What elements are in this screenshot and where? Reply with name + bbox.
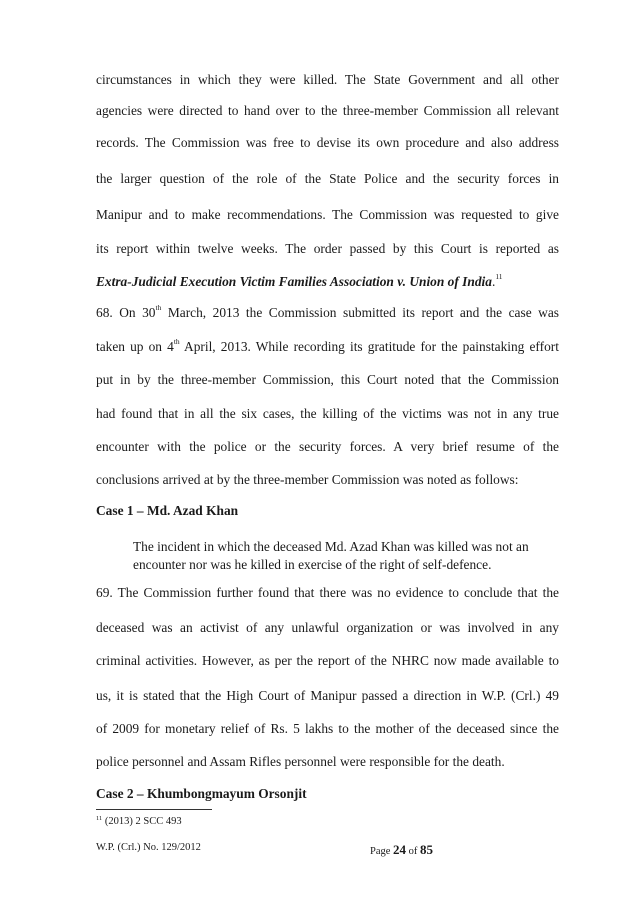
footnote-ref: 11 xyxy=(495,272,503,281)
citation-line xyxy=(96,274,559,290)
body-line: the larger question of the role of the State Police and the security forces in xyxy=(96,171,559,186)
quote-line: The incident in which the deceased Md. Azad Khan was killed was not an xyxy=(133,539,529,554)
para-68-text: taken up on 4 xyxy=(96,339,174,354)
page-current: 24 xyxy=(393,842,407,857)
body-line: deceased was an activist of any unlawful organization or was involved in any xyxy=(96,620,559,635)
body-line: put in by the three-member Commission, this Court noted that the Commission xyxy=(96,372,559,387)
body-line: criminal activities. However, as per the report of the NHRC now made available to xyxy=(96,653,559,668)
footnote xyxy=(96,816,182,827)
body-line: had found that in all the six cases, the killing of the victims was not in any true xyxy=(96,406,559,421)
footer-case-number: W.P. (Crl.) No. 129/2012 xyxy=(96,842,201,853)
body-line: police personnel and Assam Rifles personnel were responsible for the death. xyxy=(96,754,505,769)
para-68-line xyxy=(96,339,559,355)
footnote-divider xyxy=(96,809,212,810)
body-line: us, it is stated that the High Court of Manipur passed a direction in W.P. (Crl.) 49 xyxy=(96,688,559,703)
footnote-text: (2013) 2 SCC 493 xyxy=(102,816,182,827)
page-total: 85 xyxy=(420,842,434,857)
quote-line: encounter nor was he killed in exercise of the right of self-defence. xyxy=(133,557,492,572)
para-68-text: 68. On 30 xyxy=(96,305,156,320)
footnote-number: 11 xyxy=(96,815,103,822)
body-line: of 2009 for monetary relief of Rs. 5 lakhs to the mother of the deceased since the xyxy=(96,721,559,736)
para-68-text: March, 2013 the Commission submitted its report and the case was xyxy=(161,305,559,320)
para-68-text: April, 2013. While recording its gratitude for the painstaking effort xyxy=(179,339,559,354)
footer-page-number xyxy=(370,842,433,858)
case-citation-title: Extra-Judicial Execution Victim Families Association v. Union of India xyxy=(96,274,492,289)
page-label: Page xyxy=(370,846,394,857)
body-line: records. The Commission was free to devise its own procedure and also address xyxy=(96,135,559,150)
ordinal-suffix: th xyxy=(173,337,180,346)
body-line: encounter with the police or the security forces. A very brief resume of the xyxy=(96,439,559,454)
para-68-line xyxy=(96,305,559,321)
body-line: circumstances in which they were killed. The State Government and all other xyxy=(96,72,559,87)
body-line: Manipur and to make recommendations. The Commission was requested to give xyxy=(96,207,559,222)
citation-period: . xyxy=(491,274,496,289)
body-line: its report within twelve weeks. The order passed by this Court is reported as xyxy=(96,241,559,256)
page-of: of xyxy=(406,846,421,857)
body-line: agencies were directed to hand over to the three-member Commission all relevant xyxy=(96,103,559,118)
case-2-heading: Case 2 – Khumbongmayum Orsonjit xyxy=(96,786,307,801)
ordinal-suffix: th xyxy=(155,303,162,312)
case-1-quote xyxy=(133,538,559,574)
body-line: conclusions arrived at by the three-member Commission was noted as follows: xyxy=(96,472,519,487)
case-1-heading: Case 1 – Md. Azad Khan xyxy=(96,503,239,518)
body-line: 69. The Commission further found that there was no evidence to conclude that the xyxy=(96,585,559,600)
